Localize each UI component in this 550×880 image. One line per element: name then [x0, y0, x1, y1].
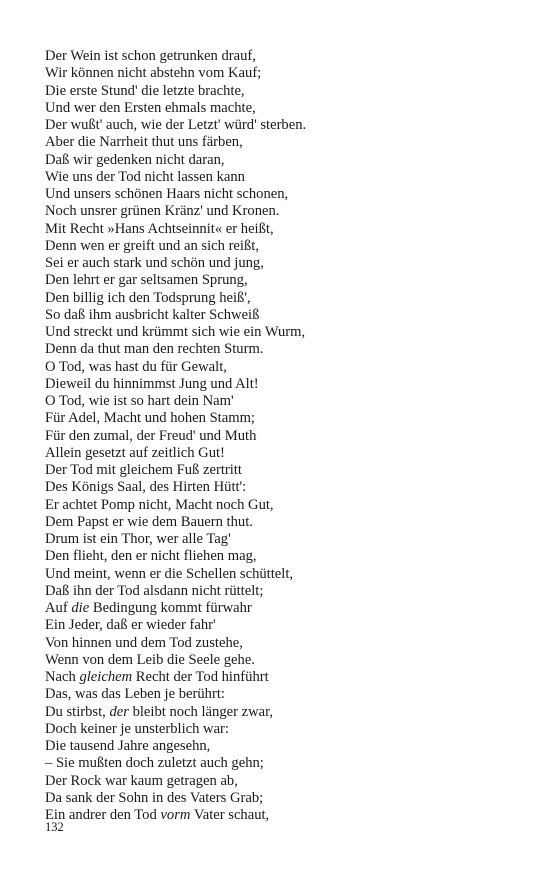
poem-line	[45, 686, 515, 703]
poem-line	[45, 186, 515, 203]
poem-line	[45, 652, 515, 669]
poem-line-text: Vater schaut,	[190, 807, 270, 823]
poem-line	[45, 393, 515, 410]
poem-line	[45, 790, 515, 807]
poem-line	[45, 117, 515, 134]
poem-line-text: Der Tod mit gleichem Fuß zertritt	[45, 462, 242, 478]
poem-line-text: Allein gesetzt auf zeitlich Gut!	[45, 444, 225, 461]
poem-text	[45, 48, 515, 824]
poem-line-text: Und streckt und krümmt sich wie ein Wurm,	[45, 324, 306, 340]
poem-line	[45, 255, 515, 272]
poem-line-text: Ein Jeder, daß er wieder fahr'	[45, 617, 216, 634]
poem-line-text: Mit Recht »Hans Achtseinnit« er heißt,	[45, 220, 274, 237]
poem-line	[45, 272, 515, 289]
poem-line-text: Die erste Stund' die letzte brachte,	[45, 82, 245, 99]
poem-line	[45, 738, 515, 755]
poem-line	[45, 376, 515, 393]
poem-line-text: Daß wir gedenken nicht daran,	[45, 151, 225, 168]
poem-line	[45, 169, 515, 186]
poem-line-text: O Tod, was hast du für Gewalt,	[45, 358, 227, 375]
poem-line	[45, 83, 515, 100]
poem-line-text: So daß ihm ausbricht kalter Schweiß	[45, 306, 260, 323]
poem-line	[45, 617, 515, 634]
poem-line-text: Des Königs Saal, des Hirten Hütt':	[45, 479, 247, 496]
poem-line	[45, 773, 515, 790]
poem-line	[45, 134, 515, 151]
poem-line-text: Den billig ich den Todsprung heiß',	[45, 289, 251, 306]
poem-line	[45, 479, 515, 496]
poem-line-text: Du stirbst,	[45, 703, 110, 720]
poem-line-text: Drum ist ein Thor, wer alle Tag'	[45, 531, 231, 547]
poem-line-text: Auf	[45, 600, 72, 616]
poem-line-text: Und wer den Ersten ehmals machte,	[45, 99, 256, 116]
poem-line	[45, 221, 515, 238]
poem-line-text: Und unsers schönen Haars nicht schonen,	[45, 186, 289, 202]
poem-line	[45, 531, 515, 548]
poem-line-emphasis: die	[71, 600, 90, 616]
poem-line	[45, 445, 515, 462]
poem-line-text: bleibt noch länger zwar,	[128, 703, 274, 720]
poem-line-text: Noch unsrer grünen Kränz' und Kronen.	[45, 203, 280, 220]
poem-line	[45, 635, 515, 652]
poem-line	[45, 807, 515, 824]
poem-line-text: Sei er auch stark und schön und jung,	[45, 255, 264, 271]
poem-line-text: Wir können nicht abstehn vom Kauf;	[45, 65, 262, 82]
poem-line-text: Bedingung kommt fürwahr	[89, 600, 252, 616]
poem-line-text: Und meint, wenn er die Schellen schüttelt,	[45, 565, 294, 582]
poem-line	[45, 100, 515, 117]
poem-line	[45, 583, 515, 600]
poem-line-text: Der wußt' auch, wie der Letzt' würd' sterben.	[45, 117, 307, 133]
poem-line	[45, 514, 515, 531]
poem-line-text: Daß ihn der Tod alsdann nicht rüttelt;	[45, 582, 264, 599]
poem-line-text: Dem Papst er wie dem Bauern thut.	[45, 513, 253, 530]
poem-line	[45, 359, 515, 376]
poem-line-emphasis: vorm	[160, 807, 191, 823]
poem-line-text: Aber die Narrheit thut uns färben,	[45, 134, 243, 151]
poem-line-text: Den flieht, den er nicht fliehen mag,	[45, 548, 257, 565]
poem-line-text: Wenn von dem Leib die Seele gehe.	[45, 651, 255, 668]
poem-line	[45, 462, 515, 479]
poem-line	[45, 669, 515, 686]
poem-line	[45, 290, 515, 307]
poem-line-text: Er achtet Pomp nicht, Macht noch Gut,	[45, 496, 274, 513]
poem-line	[45, 600, 515, 617]
poem-line-text: – Sie mußten doch zuletzt auch gehn;	[45, 755, 264, 772]
poem-line-text: Wie uns der Tod nicht lassen kann	[45, 168, 245, 185]
poem-line	[45, 307, 515, 324]
poem-line-text: Denn wen er greift und an sich reißt,	[45, 237, 259, 254]
poem-line-text: Denn da thut man den rechten Sturm.	[45, 341, 264, 358]
poem-line-text: Von hinnen und dem Tod zustehe,	[45, 634, 243, 651]
poem-line-text: O Tod, wie ist so hart dein Nam'	[45, 393, 234, 409]
poem-line	[45, 48, 515, 65]
poem-line-text: Die tausend Jahre angesehn,	[45, 738, 211, 754]
poem-line-text: Da sank der Sohn in des Vaters Grab;	[45, 789, 264, 806]
poem-line	[45, 324, 515, 341]
poem-line-text: Den lehrt er gar seltsamen Sprung,	[45, 272, 248, 289]
poem-line	[45, 203, 515, 220]
poem-line	[45, 428, 515, 445]
poem-line	[45, 152, 515, 169]
poem-line-text: Der Rock war kaum getragen ab,	[45, 772, 238, 789]
poem-line-text: Das, was das Leben je berührt:	[45, 686, 225, 703]
poem-line	[45, 548, 515, 565]
poem-line-text: Dieweil du hinnimmst Jung und Alt!	[45, 375, 259, 392]
poem-line-emphasis: der	[109, 703, 129, 720]
poem-line	[45, 238, 515, 255]
poem-line	[45, 497, 515, 514]
poem-line	[45, 410, 515, 427]
poem-line	[45, 755, 515, 772]
poem-line-text: Für Adel, Macht und hohen Stamm;	[45, 410, 255, 427]
poem-line-text: Nach	[45, 669, 80, 685]
poem-line	[45, 65, 515, 82]
poem-line	[45, 341, 515, 358]
poem-line	[45, 721, 515, 738]
page-number: 132	[45, 820, 64, 834]
poem-line-text: Recht der Tod hinführt	[132, 669, 269, 685]
poem-line-text: Der Wein ist schon getrunken drauf,	[45, 48, 256, 64]
poem-line	[45, 566, 515, 583]
poem-line-text: Doch keiner je unsterblich war:	[45, 720, 229, 737]
poem-line-text: Für den zumal, der Freud' und Muth	[45, 427, 257, 444]
poem-line-emphasis: gleichem	[79, 669, 133, 685]
poem-line-text: Ein andrer den Tod	[45, 807, 161, 823]
poem-line	[45, 704, 515, 721]
